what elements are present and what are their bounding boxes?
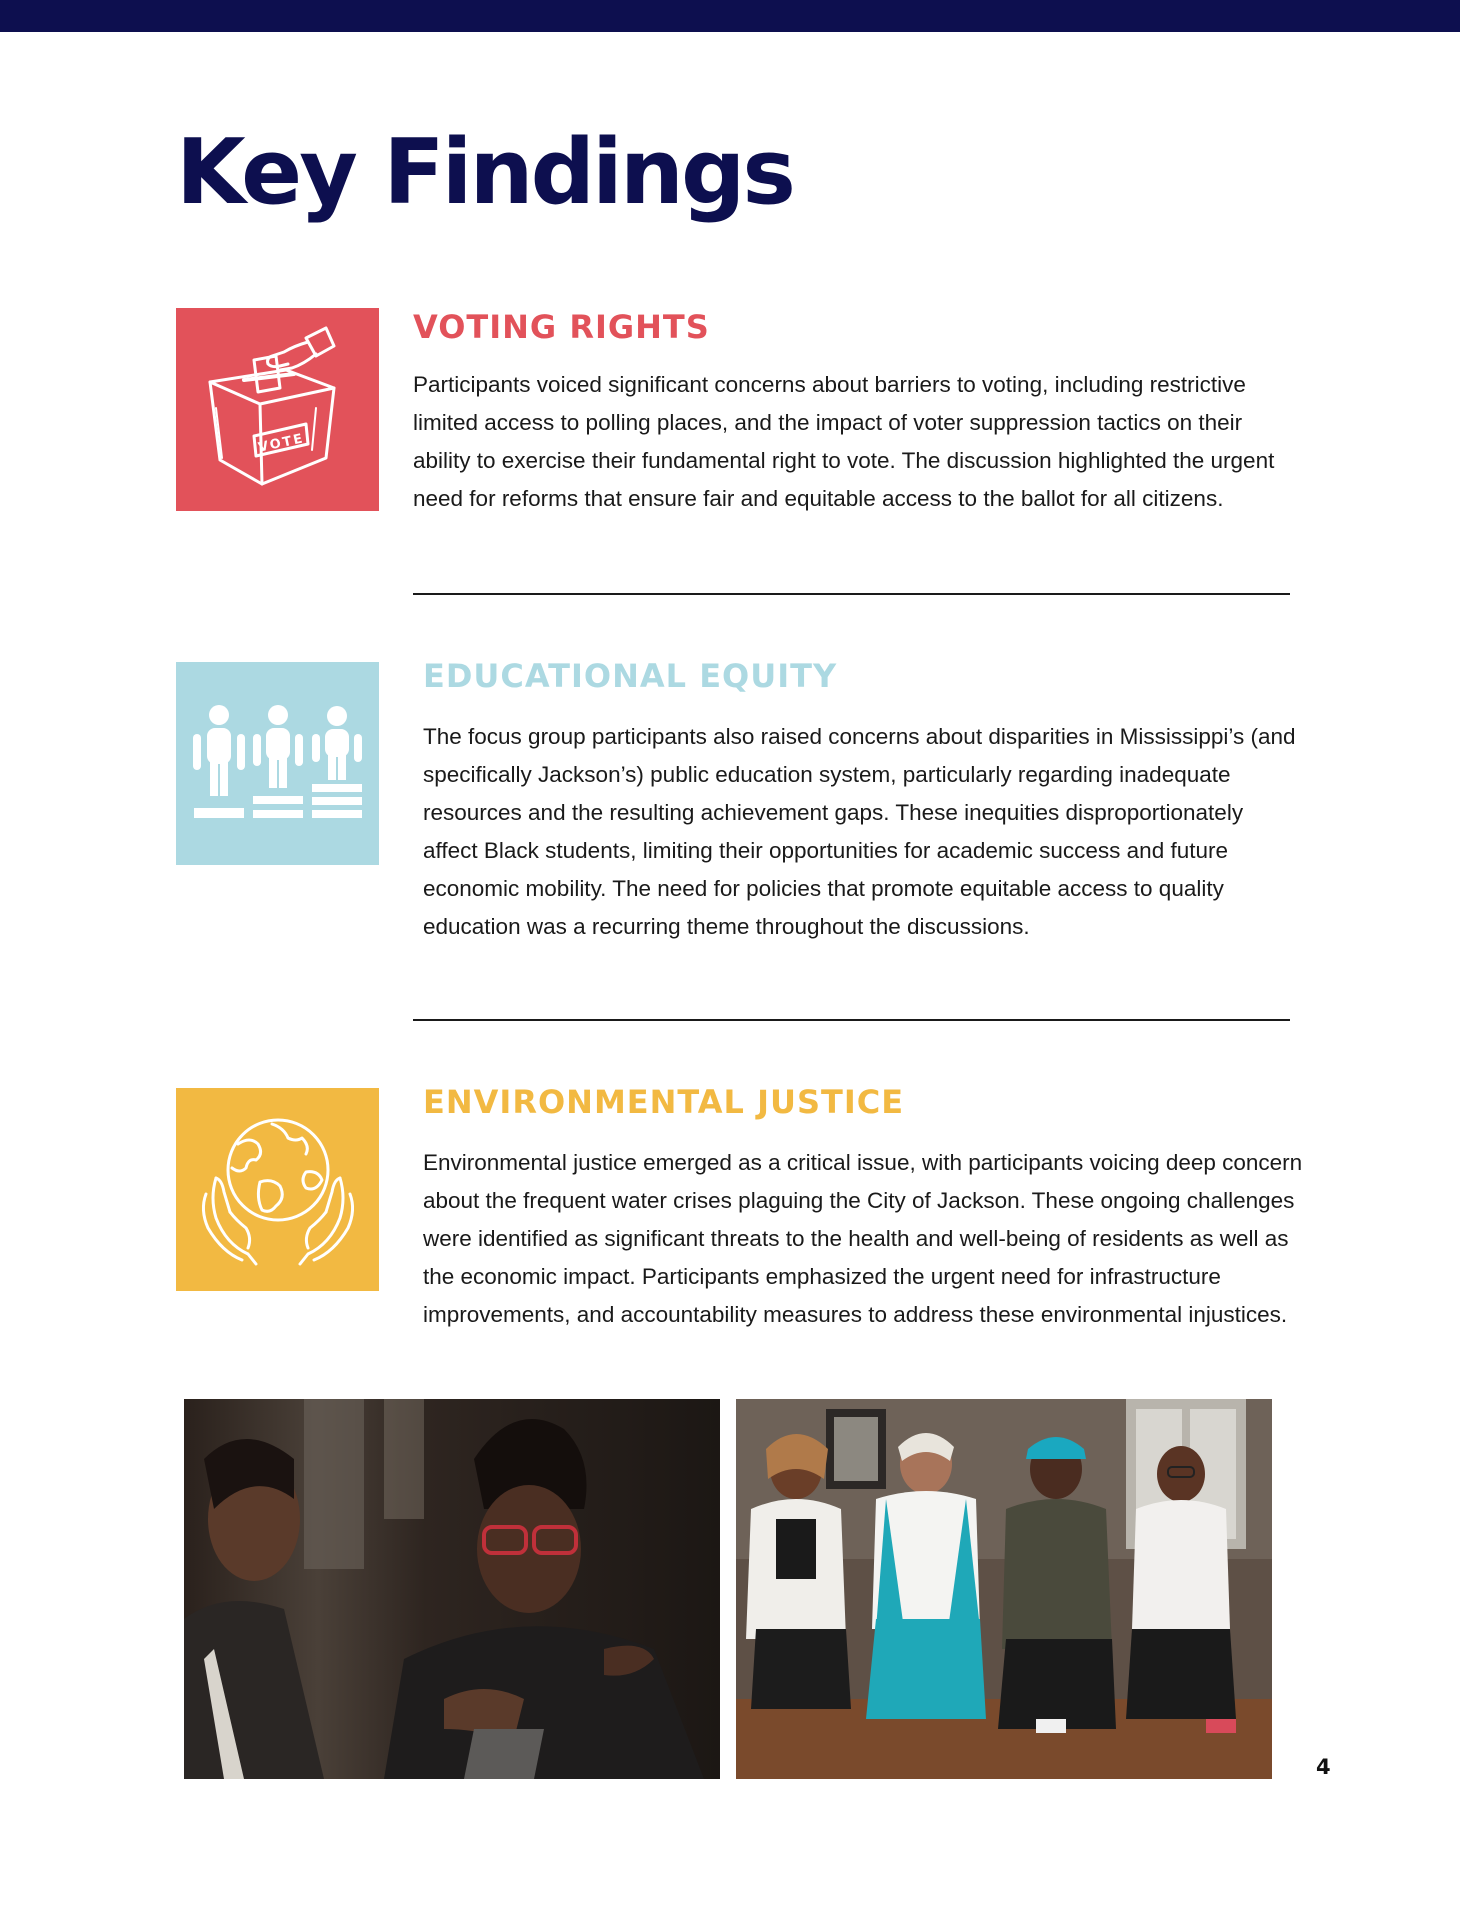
svg-text:VOTE: VOTE [256, 431, 306, 456]
page-title: Key Findings [176, 120, 793, 225]
photo-focus-group-speaker [184, 1399, 720, 1779]
section-body-environmental-justice: Environmental justice emerged as a critical issue, with participants voicing deep concern about the frequent water crises plaguing the City of Jackson. These ongoing challenges were identified as significant threats to the health and well-being of residents as well as the economic impact. Participants emphasized the urgent need for infrastructure improvements, and accountability measures to address these environmental injustices. [423, 1150, 1303, 1327]
section-divider [413, 1019, 1290, 1021]
equity-people-icon [176, 662, 379, 865]
page-number: 4 [1316, 1755, 1331, 1779]
hands-globe-icon [176, 1088, 379, 1291]
top-banner-bar [0, 0, 1460, 32]
section-heading-educational-equity: EDUCATIONAL EQUITY [423, 657, 838, 695]
photo-focus-group-seated [736, 1399, 1272, 1779]
ballot-box-icon [176, 308, 379, 511]
section-heading-environmental-justice: ENVIRONMENTAL JUSTICE [423, 1083, 905, 1121]
section-heading-voting-rights: VOTING RIGHTS [413, 308, 710, 346]
section-body-voting-rights: Participants voiced significant concerns about barriers to voting, including restrictive limited access to polling places, and the impact of voter suppression tactics on their ability to exercise their fundamental right to vote. The discussion highlighted the urgent need for reforms that ensure fair and equitable access to the ballot for all citizens. [413, 372, 1275, 511]
section-divider [413, 593, 1290, 595]
section-body-educational-equity: The focus group participants also raised concerns about disparities in Mississippi’s (and specifically Jackson’s) public education system, particularly regarding inadequate resources and the resulting achievement gaps. These inequities disproportionately affect Black students, limiting their opportunities for academic success and future economic mobility. The need for policies that promote equitable access to quality education was a recurring theme throughout the discussions. [423, 724, 1296, 939]
